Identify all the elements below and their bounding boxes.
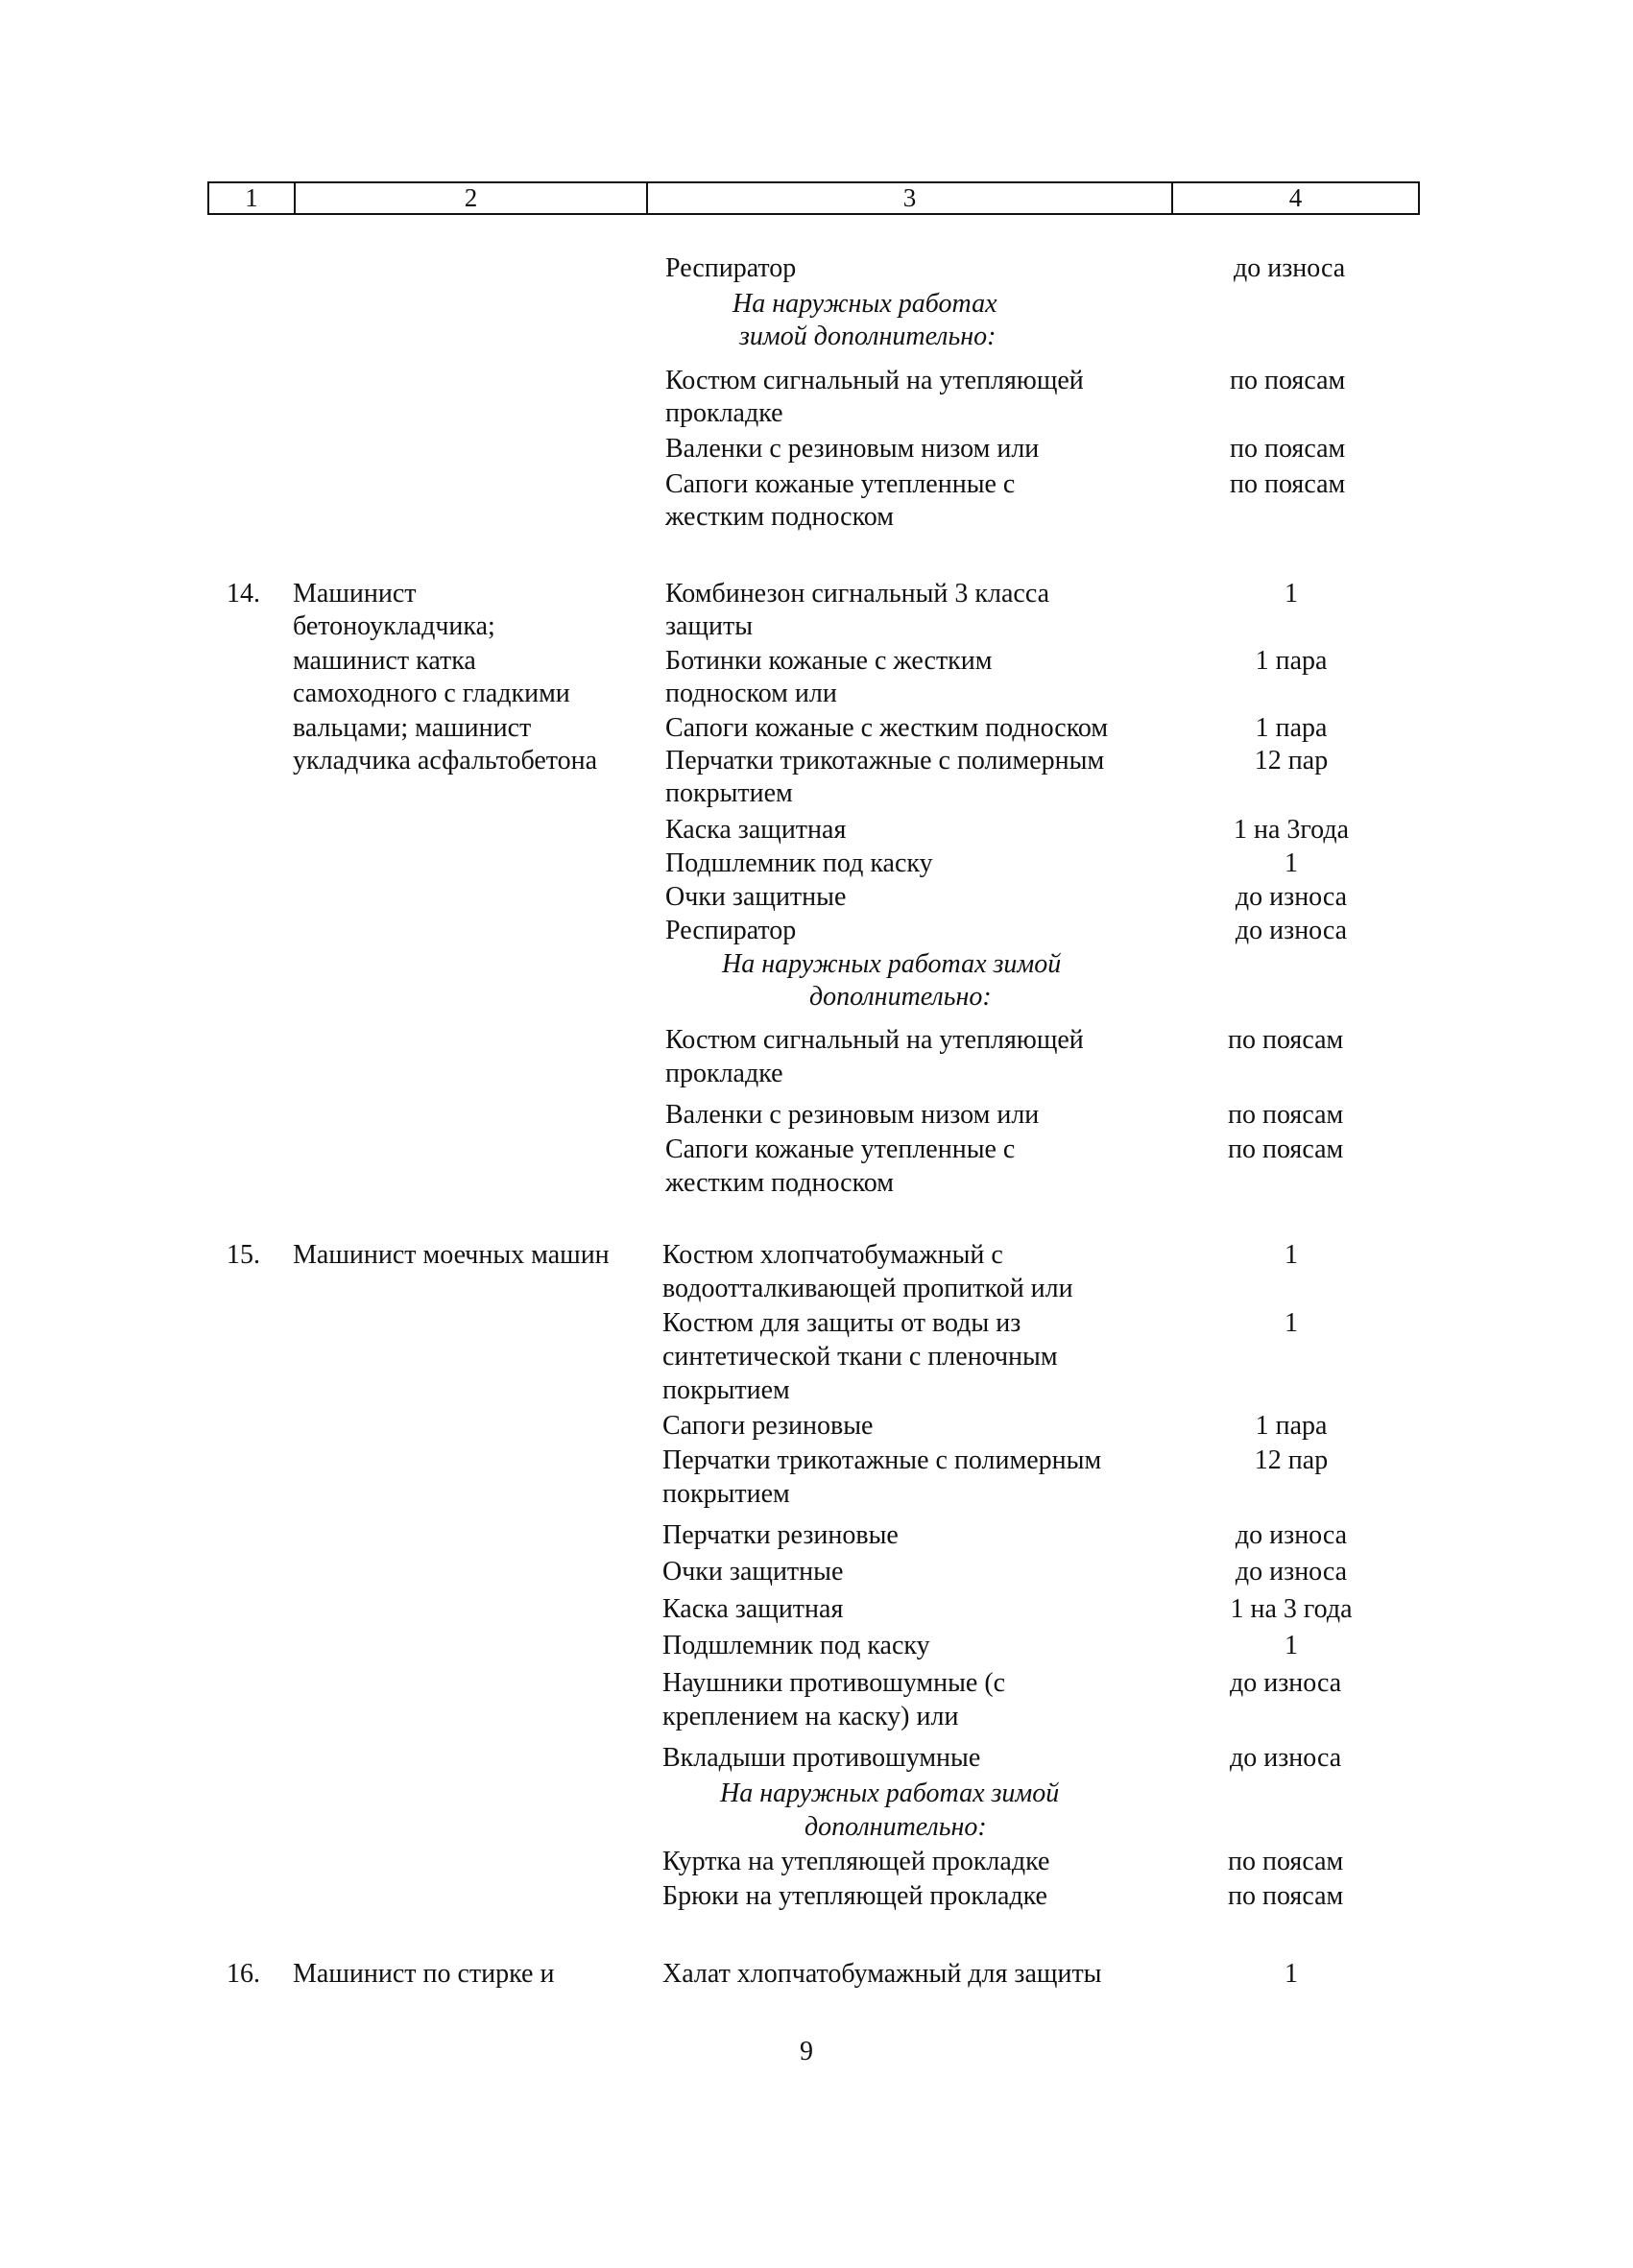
- row-number: 15.: [227, 1240, 260, 1270]
- item-norm: по поясам: [1228, 1881, 1344, 1911]
- page-number: 9: [800, 2037, 813, 2066]
- item-name: Респиратор: [665, 916, 797, 945]
- item-name: Перчатки трикотажные с полимерным: [665, 746, 1105, 776]
- winter-note: зимой дополнительно:: [739, 322, 997, 351]
- item-norm: до износа: [1235, 1520, 1348, 1550]
- item-norm: по поясам: [1228, 1134, 1344, 1164]
- item-name: креплением на каску) или: [662, 1702, 959, 1731]
- item-norm: 1: [1285, 1308, 1298, 1338]
- winter-note: На наружных работах: [732, 289, 997, 319]
- item-name: Подшлемник под каску: [665, 848, 933, 878]
- item-name: прокладке: [665, 1059, 783, 1088]
- item-norm: по поясам: [1228, 1847, 1344, 1876]
- item-name: покрытием: [662, 1479, 790, 1509]
- item-name: жестким подноском: [665, 502, 894, 532]
- item-name: Сапоги кожаные с жестким подноском: [665, 713, 1109, 743]
- item-norm: 1: [1285, 1959, 1298, 1989]
- header-col-1: 1: [209, 183, 296, 213]
- position-name: Машинист моечных машин: [293, 1240, 610, 1270]
- item-name: Сапоги кожаные утепленные с: [665, 1134, 1016, 1164]
- header-col-2: 2: [296, 183, 648, 213]
- position-name: укладчика асфальтобетона: [293, 746, 598, 776]
- header-col-3: 3: [648, 183, 1173, 213]
- item-name: Халат хлопчатобумажный для защиты: [662, 1959, 1102, 1989]
- item-norm: 12 пар: [1254, 1445, 1329, 1475]
- position-name: Машинист: [293, 579, 417, 609]
- item-name: Костюм для защиты от воды из: [662, 1308, 1021, 1338]
- item-norm: до износа: [1234, 253, 1346, 283]
- item-norm: 1 пара: [1255, 713, 1328, 743]
- item-norm: по поясам: [1228, 1025, 1344, 1055]
- winter-note: дополнительно:: [804, 1812, 987, 1842]
- item-name: Перчатки резиновые: [662, 1520, 899, 1550]
- item-name: Каска защитная: [665, 815, 847, 845]
- item-name: Подшлемник под каску: [662, 1631, 930, 1660]
- item-norm: до износа: [1230, 1668, 1342, 1698]
- item-norm: по поясам: [1228, 1100, 1344, 1130]
- item-name: Брюки на утепляющей прокладке: [662, 1881, 1047, 1911]
- item-norm: 12 пар: [1254, 746, 1329, 776]
- item-norm: по поясам: [1230, 434, 1346, 464]
- item-name: Комбинезон сигнальный 3 класса: [665, 579, 1050, 609]
- item-norm: 1: [1285, 1240, 1298, 1270]
- item-name: водоотталкивающей пропиткой или: [662, 1274, 1073, 1303]
- winter-note: дополнительно:: [809, 982, 992, 1012]
- column-header-row: [207, 181, 1420, 215]
- position-name: Машинист по стирке и: [293, 1959, 555, 1989]
- item-norm: 1: [1285, 1631, 1298, 1660]
- item-norm: 1 пара: [1255, 1411, 1328, 1441]
- item-name: Костюм сигнальный на утепляющей: [665, 366, 1084, 395]
- position-name: самоходного с гладкими: [293, 679, 570, 708]
- item-name: Очки защитные: [662, 1557, 844, 1587]
- item-name: Вкладыши противошумные: [662, 1743, 981, 1773]
- item-name: подноском или: [665, 679, 837, 708]
- item-name: Ботинки кожаные с жестким: [665, 646, 993, 676]
- row-number: 14.: [227, 579, 260, 609]
- position-name: вальцами; машинист: [293, 713, 532, 743]
- item-norm: до износа: [1235, 916, 1348, 945]
- item-name: Сапоги резиновые: [662, 1411, 874, 1441]
- item-norm: 1 на 3года: [1233, 815, 1350, 845]
- item-norm: 1: [1285, 579, 1298, 609]
- item-norm: 1 пара: [1255, 646, 1328, 676]
- row-number: 16.: [227, 1959, 260, 1989]
- item-norm: по поясам: [1230, 366, 1346, 395]
- header-col-4: 4: [1288, 183, 1303, 212]
- item-name: Куртка на утепляющей прокладке: [662, 1847, 1050, 1876]
- item-norm: 1 на 3 года: [1230, 1594, 1353, 1624]
- item-name: Очки защитные: [665, 882, 847, 912]
- winter-note: На наружных работах зимой: [722, 949, 1062, 979]
- item-name: покрытием: [662, 1375, 790, 1405]
- item-name: Респиратор: [665, 253, 797, 283]
- item-norm: до износа: [1235, 1557, 1348, 1587]
- item-name: синтетической ткани с пленочным: [662, 1342, 1058, 1372]
- item-name: покрытием: [665, 778, 793, 808]
- item-norm: 1: [1285, 848, 1298, 878]
- item-name: прокладке: [665, 398, 783, 428]
- winter-note: На наружных работах зимой: [720, 1779, 1060, 1808]
- item-norm: по поясам: [1230, 469, 1346, 499]
- position-name: бетоноукладчика;: [293, 611, 495, 641]
- item-name: Каска защитная: [662, 1594, 844, 1624]
- item-name: Наушники противошумные (с: [662, 1668, 1006, 1698]
- item-name: Костюм хлопчатобумажный с: [662, 1240, 1003, 1270]
- item-name: Костюм сигнальный на утепляющей: [665, 1025, 1084, 1055]
- item-name: Валенки с резиновым низом или: [665, 1100, 1040, 1130]
- item-norm: до износа: [1230, 1743, 1342, 1773]
- position-name: машинист катка: [293, 646, 476, 676]
- item-name: защиты: [665, 611, 754, 641]
- item-name: Валенки с резиновым низом или: [665, 434, 1040, 464]
- item-name: Перчатки трикотажные с полимерным: [662, 1445, 1102, 1475]
- item-name: жестким подноском: [665, 1168, 894, 1198]
- item-name: Сапоги кожаные утепленные с: [665, 469, 1016, 499]
- item-norm: до износа: [1235, 882, 1348, 912]
